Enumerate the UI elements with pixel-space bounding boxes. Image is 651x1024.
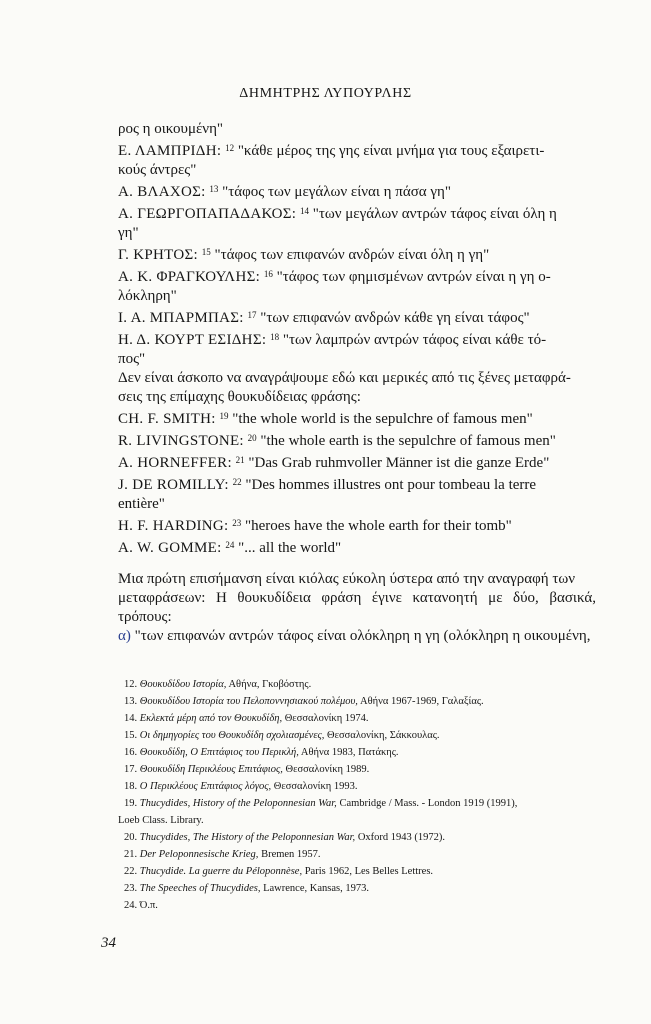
footnote-item <box>118 761 598 778</box>
footnote-item <box>118 863 598 880</box>
footnote-title: The Speeches of Thucydides, <box>139 883 261 894</box>
greek-translation-quote-text: "τάφος των επιφανών ανδρών είναι όλη η γη" <box>214 247 490 263</box>
greek-translation-line <box>118 139 593 161</box>
footnote-reference: 17 <box>247 310 257 320</box>
footnotes <box>118 676 598 914</box>
footnote-reference: 23 <box>232 518 242 528</box>
greek-translation-quote-text: "των μεγάλων αντρών τάφος είναι όλη η <box>312 206 557 222</box>
translations-list <box>118 120 593 558</box>
foreign-translation-quote-text: "the whole earth is the sepulchre of famous men" <box>260 433 556 449</box>
footnote-reference: 18 <box>270 332 280 342</box>
list-label-a: α) <box>118 628 131 644</box>
footnote-item <box>118 710 598 727</box>
footnote-number: 16. <box>124 747 140 758</box>
greek-translation-quote-text: γη" <box>118 225 139 241</box>
foreign-translation-translator-name: A. W. GOMME: <box>118 540 222 556</box>
greek-translation-translator-name: Ε. ΛΑΜΠΡΙΔΗ: <box>118 143 222 159</box>
foreign-translation-line <box>118 473 593 495</box>
footnote-title: Εκλεκτά μέρη από τον Θουκυδίδη, <box>139 713 283 724</box>
greek-translation-line <box>118 161 593 180</box>
footnote-details: Lawrence, Kansas, 1973. <box>260 883 369 894</box>
footnote-item <box>118 795 598 812</box>
greek-translation-line <box>118 287 593 306</box>
foreign-translation-line <box>118 514 593 536</box>
footnote-title: Οι δημηγορίες του Θουκυδίδη σχολιασμένες, <box>139 730 325 741</box>
analysis-line-2: μεταφράσεων: Η θουκυδίδεια φράση έγινε κατανοητή με δύο, βασικά, τρόπους: <box>118 590 596 625</box>
footnote-details: Θεσσαλονίκη 1993. <box>271 781 358 792</box>
footnote-number: 20. <box>124 832 140 843</box>
footnote-reference: 21 <box>235 455 245 465</box>
running-header: ΔΗΜΗΤΡΗΣ ΛΥΠΟΥΡΛΗΣ <box>239 86 412 101</box>
footnote-number: 14. <box>124 713 140 724</box>
footnote-title: Thucydides, The History of the Peloponnesian War, <box>139 832 356 843</box>
greek-translation-line <box>118 306 593 328</box>
footnote-title: Θουκυδίδη Περικλέους Επιτάφιος, <box>139 764 283 775</box>
footnote-details: Bremen 1957. <box>258 849 321 860</box>
intro-paragraph-line-1: Δεν είναι άσκοπο να αναγράψουμε εδώ και μερικές από τις ξένες μεταφρά- <box>118 370 571 386</box>
foreign-translation-translator-name: R. LIVINGSTONE: <box>118 433 244 449</box>
footnote-title: Thucydides, History of the Peloponnesian War, <box>139 798 337 809</box>
foreign-translation-line <box>118 536 593 558</box>
footnote-item <box>118 744 598 761</box>
footnote-reference: 14 <box>299 206 309 216</box>
footnote-number: 17. <box>124 764 140 775</box>
footnote-item <box>118 693 598 710</box>
greek-translation-line <box>118 328 593 350</box>
footnote-reference: 13 <box>209 184 219 194</box>
footnote-details: Paris 1962, Les Belles Lettres. <box>302 866 434 877</box>
greek-translation-translator-name: Α. ΓΕΩΡΓΟΠΑΠΑΔΑΚΟΣ: <box>118 206 297 222</box>
foreign-translation-quote-text: "heroes have the whole earth for their tomb" <box>245 518 512 534</box>
footnote-reference: 16 <box>263 269 273 279</box>
footnote-item <box>118 727 598 744</box>
greek-translation-quote-text: "τάφος των μεγάλων είναι η πάσα γη" <box>222 184 451 200</box>
footnote-number: 18. <box>124 781 140 792</box>
footnote-details: Ό.π. <box>139 900 158 911</box>
greek-translation-quote-text: "τάφος των φημισμένων αντρών είναι η γη ο- <box>276 269 551 285</box>
footnote-number: 22. <box>124 866 140 877</box>
footnote-reference: 24 <box>225 540 235 550</box>
footnote-item <box>118 778 598 795</box>
footnote-details: Θεσσαλονίκη 1974. <box>282 713 369 724</box>
footnote-title: Θουκυδίδη, Ο Επιτάφιος του Περικλή, <box>139 747 299 758</box>
greek-translation-quote-text: ρος η οικουμένη" <box>118 121 224 137</box>
foreign-translation-translator-name: J. DE ROMILLY: <box>118 477 229 493</box>
greek-translation-quote-text: "των λαμπρών αντρών τάφος είναι κάθε τό- <box>282 332 547 348</box>
footnote-reference: 12 <box>225 143 235 153</box>
greek-translation-quote-text: κούς άντρες" <box>118 162 197 178</box>
foreign-translation-translator-name: H. F. HARDING: <box>118 518 229 534</box>
analysis-line-3 <box>118 627 596 646</box>
footnote-title: Ο Περικλέους Επιτάφιος λόγος, <box>139 781 272 792</box>
footnote-number: 23. <box>124 883 140 894</box>
greek-translation-quote-text: λόκληρη" <box>118 288 177 304</box>
footnote-reference: 19 <box>219 411 229 421</box>
foreign-translation-line <box>118 407 593 429</box>
footnote-title: Θουκυδίδου Ιστορία του Πελοποννησιακού πολέμου, <box>139 696 358 707</box>
footnote-title: Θουκυδίδου Ιστορία, <box>139 679 227 690</box>
footnote-details: Oxford 1943 (1972). <box>355 832 446 843</box>
footnote-reference: 15 <box>201 247 211 257</box>
footnote-details: Αθήνα 1967-1969, Γαλαξίας. <box>357 696 484 707</box>
greek-translation-line <box>118 120 593 139</box>
footnote-details: Αθήνα 1983, Πατάκης. <box>298 747 399 758</box>
foreign-translation-line <box>118 451 593 473</box>
greek-translation-line <box>118 180 593 202</box>
footnote-details: Loeb Class. Library. <box>118 815 204 826</box>
analysis-paragraph <box>118 570 596 646</box>
analysis-line-1: Μια πρώτη επισήμανση είναι κιόλας εύκολη ύστερα από την αναγραφή των <box>118 571 576 587</box>
foreign-translation-quote-text: "... all the world" <box>238 540 342 556</box>
footnote-number: 21. <box>124 849 140 860</box>
greek-translation-translator-name: Ι. Α. ΜΠΑΡΜΠΑΣ: <box>118 310 244 326</box>
greek-translation-line <box>118 243 593 265</box>
greek-translation-quote-text: πος" <box>118 351 146 367</box>
footnote-item <box>118 880 598 897</box>
footnote-number: 19. <box>124 798 140 809</box>
greek-translation-quote-text: "κάθε μέρος της γης είναι μνήμα για τους εξαιρετι- <box>237 143 545 159</box>
footnote-item <box>118 897 598 914</box>
footnote-item <box>118 829 598 846</box>
footnote-title: Thucydide. La guerre du Péloponnèse, <box>139 866 303 877</box>
greek-translation-line <box>118 350 593 369</box>
footnote-title: Der Peloponnesische Krieg, <box>139 849 259 860</box>
intro-paragraph-line-2: σεις της επίμαχης θουκυδίδειας φράσης: <box>118 389 361 405</box>
foreign-translation-quote-text: "Das Grab ruhmvoller Männer ist die ganze Erde" <box>248 455 550 471</box>
greek-translation-translator-name: Α. ΒΛΑΧΟΣ: <box>118 184 206 200</box>
footnote-item <box>118 812 598 829</box>
footnote-details: Θεσσαλονίκη 1989. <box>282 764 370 775</box>
foreign-translation-translator-name: A. HORNEFFER: <box>118 455 232 471</box>
footnote-number: 13. <box>124 696 140 707</box>
analysis-line-3-text: "των επιφανών αντρών τάφος είναι ολόκληρη η γη (ολόκληρη η οικουμένη, <box>134 628 591 644</box>
footnote-number: 15. <box>124 730 140 741</box>
greek-translation-translator-name: Γ. ΚΡΗΤΟΣ: <box>118 247 198 263</box>
greek-translation-line <box>118 224 593 243</box>
foreign-translation-quote-text: "the whole world is the sepulchre of famous men" <box>232 411 533 427</box>
page-number: 34 <box>101 935 116 951</box>
footnote-number: 24. <box>124 900 140 911</box>
foreign-translation-line <box>118 495 593 514</box>
greek-translation-translator-name: Α. Κ. ΦΡΑΓΚΟΥΛΗΣ: <box>118 269 261 285</box>
foreign-translation-quote-text: "Des hommes illustres ont pour tombeau la terre <box>245 477 537 493</box>
footnote-item <box>118 846 598 863</box>
footnote-details: Θεσσαλονίκη, Σάκκουλας. <box>324 730 440 741</box>
greek-translation-line <box>118 202 593 224</box>
footnote-reference: 20 <box>247 433 257 443</box>
greek-translation-translator-name: Η. Δ. ΚΟΥΡΤ ΕΣΙΔΗΣ: <box>118 332 267 348</box>
footnote-number: 12. <box>124 679 140 690</box>
greek-translation-quote-text: "των επιφανών ανδρών κάθε γη είναι τάφος" <box>260 310 530 326</box>
footnote-reference: 22 <box>232 477 242 487</box>
footnote-details: Cambridge / Mass. - London 1919 (1991), <box>336 798 518 809</box>
foreign-translation-quote-text: entière" <box>118 496 165 512</box>
greek-translation-line <box>118 265 593 287</box>
footnote-details: Αθήνα, Γκοβόστης. <box>226 679 312 690</box>
foreign-translation-translator-name: CH. F. SMITH: <box>118 411 216 427</box>
footnote-item <box>118 676 598 693</box>
foreign-translation-line <box>118 429 593 451</box>
